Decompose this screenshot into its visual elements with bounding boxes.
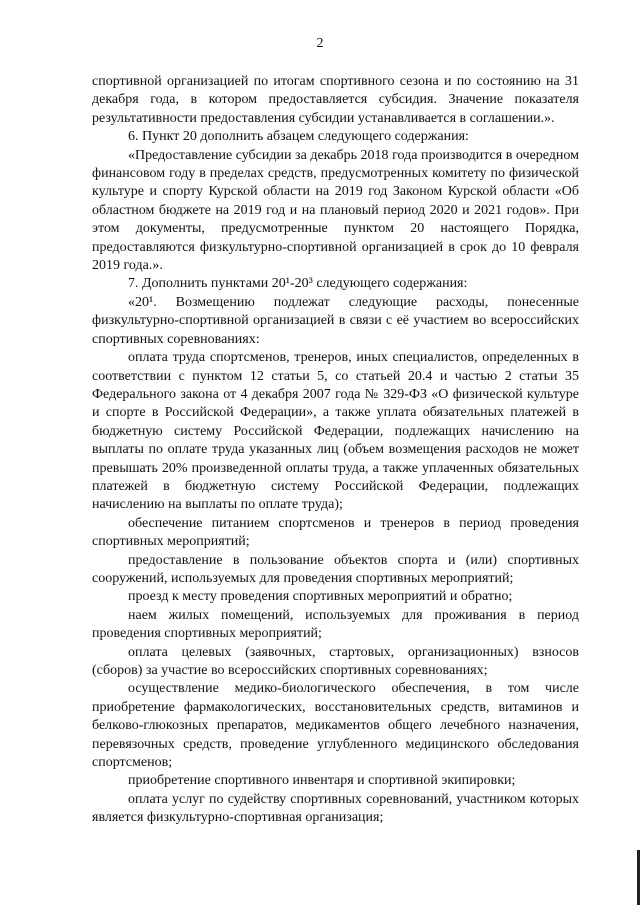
paragraph: приобретение спортивного инвентаря и спортивной экипировки; bbox=[128, 773, 516, 789]
page-number: 2 bbox=[316, 36, 324, 51]
paragraph: проезд к месту проведения спортивных мероприятий и обратно; bbox=[128, 589, 513, 605]
paragraph: предоставление в пользование объектов спорта и (или) спортивных сооружений, используемых для проведения спортивных мероприятий; bbox=[92, 552, 579, 586]
paragraph: «Предоставление субсидии за декабрь 2018 года производится в очередном финансовом году в пределах средств, предусмотренных комитету по физической культуре и спорту Курской области на 2019 год Законом Курской области «Об областном бюджете на 2019 год и на плановый период 2020 и 2021 годов». При этом документы, предусмотренные пунктом 20 настоящего Порядка, предоставляются физкультурно-спортивной организацией в срок до 10 февраля 2019 года.». bbox=[92, 147, 579, 274]
paragraph: наем жилых помещений, используемых для проживания в период проведения спортивных мероприятий; bbox=[92, 607, 579, 642]
paragraph: оплата услуг по судейству спортивных соревнований, участником которых является физкультурно-спортивная организация; bbox=[92, 791, 579, 826]
document-body bbox=[92, 73, 579, 828]
paragraph: 7. Дополнить пунктами 20¹-20³ следующего содержания: bbox=[128, 276, 468, 292]
paragraph: 6. Пункт 20 дополнить абзацем следующего содержания: bbox=[128, 129, 469, 145]
paragraph: оплата труда спортсменов, тренеров, иных специалистов, определенных в соответствии с пунктом 12 статьи 5, со статьей 20.4 и частью 2 статьи 35 Федерального закона от 4 декабря 2007 года № 329-ФЗ «О физической культуре и спорте в Российской Федерации», а также уплата обязательных платежей в бюджетную систему Российской Федерации, подлежащих начислению на выплаты по оплате труда указанных лиц (объем возмещения расходов не может превышать 20% произведенной оплаты труда, а также уплаченных обязательных платежей в бюджетную систему Российской Федерации, подлежащих начислению на выплаты по оплате труда); bbox=[92, 350, 579, 513]
paragraph: «20¹. Возмещению подлежат следующие расходы, понесенные физкультурно-спортивной организацией в связи с её участием во всероссийских спортивных соревнованиях: bbox=[92, 294, 579, 347]
paragraph: спортивной организацией по итогам спортивного сезона и по состоянию на 31 декабря года, в котором предоставляется субсидия. Значение показателя результативности предоставления субсидии устанавливается в соглашении.». bbox=[92, 74, 579, 126]
paragraph: обеспечение питанием спортсменов и тренеров в период проведения спортивных мероприятий; bbox=[92, 515, 579, 550]
paragraph: оплата целевых (заявочных, стартовых, организационных) взносов (сборов) за участие во всероссийских спортивных соревнованиях; bbox=[92, 644, 579, 678]
paragraph: осуществление медико-биологического обеспечения, в том числе приобретение фармакологических, восстановительных средств, витаминов и белково-глюкозных препаратов, медикаментов общего лечебного назначения, перевязочных средств, проведение углубленного медицинского обследования спортсменов; bbox=[92, 681, 579, 771]
